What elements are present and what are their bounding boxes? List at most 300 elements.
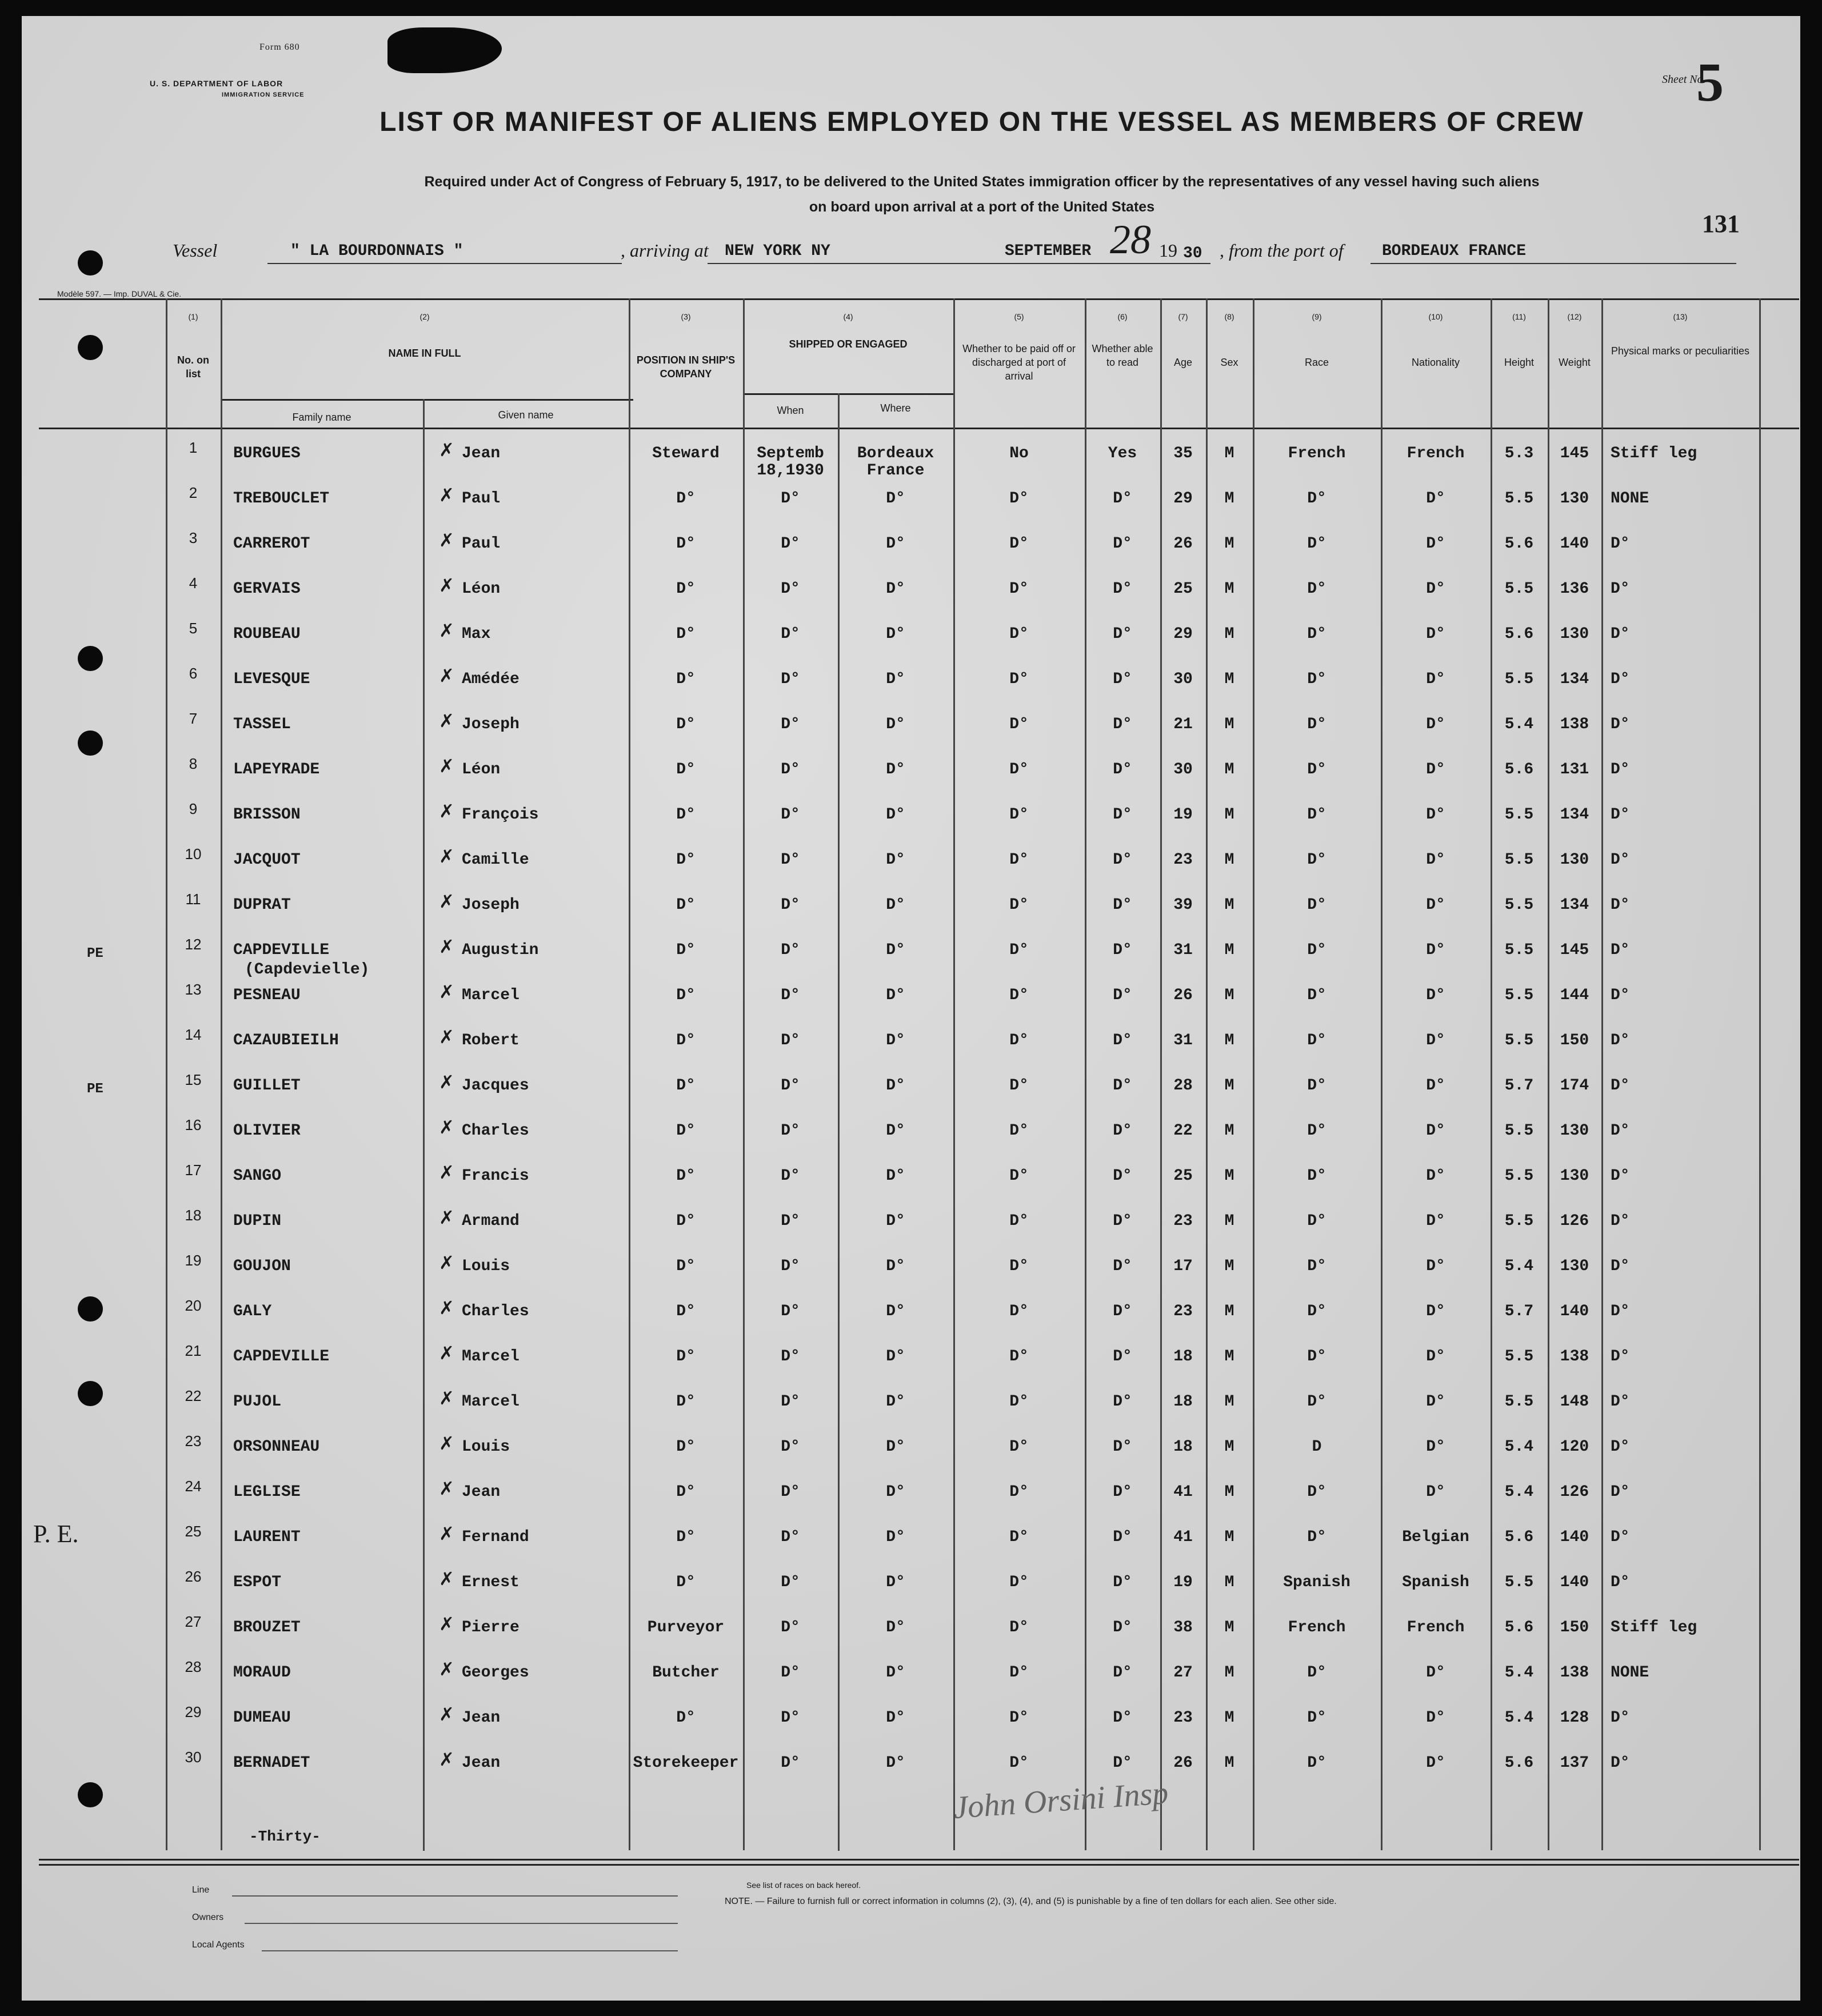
sex: M (1224, 580, 1234, 598)
nationality: D° (1426, 1122, 1445, 1140)
paid-off: D° (1009, 1574, 1029, 1591)
race: D° (1307, 761, 1326, 779)
shipped-where: D° (886, 1122, 905, 1140)
able-to-read: D° (1113, 1574, 1132, 1591)
weight: 140 (1560, 1303, 1589, 1320)
nationality: D° (1426, 1709, 1445, 1727)
check-mark-icon: ✗ (439, 1568, 454, 1590)
shipped-when-line2: 18,1930 (757, 462, 824, 480)
race: D° (1307, 1393, 1326, 1411)
physical-marks: D° (1611, 1754, 1630, 1772)
race: D° (1307, 670, 1326, 688)
sex: M (1224, 670, 1234, 688)
shipped-where-line2: France (866, 462, 925, 480)
row-number: 21 (185, 1342, 202, 1359)
race: D° (1307, 535, 1326, 553)
family-name: CAPDEVILLE (233, 941, 330, 959)
sex: M (1224, 1348, 1234, 1366)
given-name: Jean (462, 1709, 501, 1727)
shipped-when: D° (781, 1574, 800, 1591)
sheet-label: Sheet No. (1662, 73, 1706, 86)
date-underline (993, 263, 1210, 264)
row-number: 28 (185, 1658, 202, 1675)
sex: M (1224, 987, 1234, 1004)
sex: M (1224, 1212, 1234, 1230)
able-to-read: D° (1113, 851, 1132, 869)
sex: M (1224, 851, 1234, 869)
sex: M (1224, 1574, 1234, 1591)
nationality: D° (1426, 987, 1445, 1004)
arriving-label: , arriving at (621, 240, 709, 261)
check-mark-icon: ✗ (439, 1342, 454, 1364)
able-to-read: D° (1113, 1709, 1132, 1727)
family-name: ESPOT (233, 1574, 282, 1591)
nationality: D° (1426, 1032, 1445, 1049)
height: 5.6 (1504, 1754, 1534, 1772)
col4-header: SHIPPED OR ENGAGED (789, 338, 908, 350)
where-header: Where (880, 402, 911, 414)
check-mark-icon: ✗ (439, 1116, 454, 1138)
row-number: 6 (189, 665, 198, 682)
given-name: Joseph (462, 716, 520, 733)
col-rule (743, 298, 745, 1850)
race: D° (1307, 1754, 1326, 1772)
height: 5.4 (1504, 1483, 1534, 1501)
nationality: D° (1426, 1212, 1445, 1230)
height: 5.5 (1504, 941, 1534, 959)
margin-annotation: P. E. (33, 1520, 79, 1548)
physical-marks: NONE (1611, 1664, 1649, 1682)
able-to-read: Yes (1108, 445, 1137, 462)
row-number: 15 (185, 1071, 202, 1088)
weight: 126 (1560, 1212, 1589, 1230)
row-number: 3 (189, 529, 198, 546)
shipped-where: D° (886, 1664, 905, 1682)
race: D° (1307, 1032, 1326, 1049)
col-rule (1253, 298, 1254, 1850)
position: D° (676, 1348, 696, 1366)
age: 29 (1173, 625, 1193, 643)
age: 23 (1173, 851, 1193, 869)
physical-marks: D° (1611, 941, 1630, 959)
height: 5.5 (1504, 1167, 1534, 1185)
age: 26 (1173, 987, 1193, 1004)
model-label: Modèle 597. — Imp. DUVAL & Cie. (57, 289, 182, 298)
shipped-when: D° (781, 1212, 800, 1230)
weight: 138 (1560, 716, 1589, 733)
shipped-where: D° (886, 941, 905, 959)
from-label: , from the port of (1220, 240, 1344, 261)
row-number: 26 (185, 1568, 202, 1585)
nationality: D° (1426, 716, 1445, 733)
given-name: Robert (462, 1032, 520, 1049)
department-label: U. S. DEPARTMENT OF LABOR (150, 79, 283, 88)
sex: M (1224, 761, 1234, 779)
family-name: PUJOL (233, 1393, 282, 1411)
shipped-where: D° (886, 625, 905, 643)
height: 5.6 (1504, 1619, 1534, 1636)
height: 5.7 (1504, 1303, 1534, 1320)
race: D° (1307, 1528, 1326, 1546)
races-note: See list of races on back hereof. (746, 1881, 861, 1890)
age: 18 (1173, 1393, 1193, 1411)
physical-marks: Stiff leg (1611, 445, 1697, 462)
row-number: 7 (189, 710, 198, 727)
given-name: Charles (462, 1122, 529, 1140)
position: D° (676, 806, 696, 824)
paid-off: D° (1009, 490, 1029, 508)
row-number: 19 (185, 1252, 202, 1269)
shipped-where: Bordeaux (857, 445, 934, 462)
race: D° (1307, 1122, 1326, 1140)
check-mark-icon: ✗ (439, 1703, 454, 1725)
paid-off: D° (1009, 1167, 1029, 1185)
check-mark-icon: ✗ (439, 1161, 454, 1183)
shipped-when: D° (781, 1709, 800, 1727)
paid-off: D° (1009, 941, 1029, 959)
given-name: Armand (462, 1212, 520, 1230)
col7-num: (7) (1178, 312, 1188, 321)
height: 5.4 (1504, 716, 1534, 733)
able-to-read: D° (1113, 896, 1132, 914)
col6-header: Whether able to read (1092, 343, 1153, 368)
required-line-1: Required under Act of Congress of February 5, 1917, to be delivered to the United States immigration officer by the representatives of any vessel having such aliens (424, 174, 1540, 190)
able-to-read: D° (1113, 1167, 1132, 1185)
paid-off: D° (1009, 1393, 1029, 1411)
able-to-read: D° (1113, 761, 1132, 779)
height: 5.5 (1504, 1348, 1534, 1366)
arrival-month: SEPTEMBER (1005, 242, 1092, 260)
weight: 134 (1560, 896, 1589, 914)
shipped-where: D° (886, 1438, 905, 1456)
shipped-when: D° (781, 851, 800, 869)
check-mark-icon: ✗ (439, 1432, 454, 1454)
nationality: Belgian (1402, 1528, 1469, 1546)
col-rule (1548, 298, 1549, 1850)
position: D° (676, 1709, 696, 1727)
row-number: 16 (185, 1116, 202, 1133)
row-number: 11 (185, 891, 201, 908)
shipped-where: D° (886, 1257, 905, 1275)
physical-marks: D° (1611, 1438, 1630, 1456)
height: 5.5 (1504, 1393, 1534, 1411)
weight: 136 (1560, 580, 1589, 598)
family-name-alt: (Capdevielle) (245, 961, 370, 979)
race: D° (1307, 851, 1326, 869)
race: D° (1307, 896, 1326, 914)
col-rule (1085, 298, 1086, 1850)
physical-marks: D° (1611, 625, 1630, 643)
nationality: D° (1426, 1393, 1445, 1411)
col9-num: (9) (1312, 312, 1322, 321)
height: 5.5 (1504, 490, 1534, 508)
paid-off: D° (1009, 625, 1029, 643)
position: D° (676, 580, 696, 598)
row-number: 5 (189, 620, 198, 637)
position: D° (676, 1574, 696, 1591)
able-to-read: D° (1113, 987, 1132, 1004)
col-rule (629, 298, 630, 1850)
nationality: D° (1426, 1257, 1445, 1275)
from-port: BORDEAUX FRANCE (1382, 242, 1527, 260)
weight: 140 (1560, 1574, 1589, 1591)
check-mark-icon: ✗ (439, 1478, 454, 1499)
nationality: D° (1426, 1303, 1445, 1320)
family-name: BURGUES (233, 445, 301, 462)
given-name: Marcel (462, 1348, 520, 1366)
shipped-where: D° (886, 1483, 905, 1501)
shipped-where: D° (886, 806, 905, 824)
paid-off: D° (1009, 716, 1029, 733)
height: 5.4 (1504, 1257, 1534, 1275)
col-rule (1206, 298, 1208, 1850)
height: 5.5 (1504, 1212, 1534, 1230)
shipped-where: D° (886, 1077, 905, 1095)
family-name: LAURENT (233, 1528, 301, 1546)
height: 5.5 (1504, 670, 1534, 688)
height: 5.5 (1504, 896, 1534, 914)
age: 23 (1173, 1709, 1193, 1727)
row-number: 13 (185, 981, 202, 998)
row-number: 4 (189, 574, 198, 592)
sheet-number: 5 (1696, 51, 1724, 113)
sex: M (1224, 1303, 1234, 1320)
shipped-when: D° (781, 1167, 800, 1185)
col1-header: No. on list (177, 354, 209, 380)
col8-num: (8) (1224, 312, 1234, 321)
row-number: 9 (189, 800, 198, 817)
family-name: SANGO (233, 1167, 282, 1185)
physical-marks: D° (1611, 1393, 1630, 1411)
given-name: Fernand (462, 1528, 529, 1546)
row-number: 12 (185, 936, 202, 953)
sex: M (1224, 445, 1234, 462)
col11-num: (11) (1512, 312, 1526, 321)
paid-off: D° (1009, 1257, 1029, 1275)
sex: M (1224, 1167, 1234, 1185)
shipped-where: D° (886, 896, 905, 914)
document-title: LIST OR MANIFEST OF ALIENS EMPLOYED ON THE VESSEL AS MEMBERS OF CREW (379, 107, 1584, 137)
position: D° (676, 1167, 696, 1185)
family-name: LAPEYRADE (233, 761, 320, 779)
family-name: LEVESQUE (233, 670, 310, 688)
crew-table (33, 298, 1799, 1853)
sex: M (1224, 896, 1234, 914)
col1-num: (1) (188, 312, 198, 321)
position: D° (676, 1438, 696, 1456)
manifest-sheet (22, 16, 1800, 2001)
paid-off: D° (1009, 1709, 1029, 1727)
given-name: Francis (462, 1167, 529, 1185)
age: 41 (1173, 1528, 1193, 1546)
check-mark-icon: ✗ (439, 574, 454, 596)
weight: 150 (1560, 1032, 1589, 1049)
physical-marks: D° (1611, 1303, 1630, 1320)
shipped-where: D° (886, 1709, 905, 1727)
shipped-when: D° (781, 941, 800, 959)
check-mark-icon: ✗ (439, 529, 454, 551)
check-mark-icon: ✗ (439, 1207, 454, 1228)
weight: 126 (1560, 1483, 1589, 1501)
col7-header: Age (1173, 357, 1193, 368)
age: 22 (1173, 1122, 1193, 1140)
given-name: Georges (462, 1664, 529, 1682)
family-name-header: Family name (292, 412, 351, 423)
weight: 130 (1560, 1122, 1589, 1140)
col2-header: NAME IN FULL (388, 348, 461, 359)
given-name: Léon (462, 761, 501, 779)
physical-marks: D° (1611, 1483, 1630, 1501)
position: D° (676, 1077, 696, 1095)
margin-annotation: PE (87, 1081, 103, 1097)
paid-off: D° (1009, 1032, 1029, 1049)
sex: M (1224, 1257, 1234, 1275)
able-to-read: D° (1113, 1438, 1132, 1456)
paid-off: D° (1009, 1754, 1029, 1772)
nationality: D° (1426, 625, 1445, 643)
shipped-where: D° (886, 1619, 905, 1636)
table-top-rule (39, 298, 1799, 300)
physical-marks: D° (1611, 1348, 1630, 1366)
age: 29 (1173, 490, 1193, 508)
physical-marks: D° (1611, 535, 1630, 553)
family-name: DUPIN (233, 1212, 282, 1230)
col-rule (221, 298, 222, 1850)
family-name: DUMEAU (233, 1709, 291, 1727)
weight: 130 (1560, 490, 1589, 508)
sex: M (1224, 1664, 1234, 1682)
shipped-when: D° (781, 896, 800, 914)
race: French (1288, 445, 1346, 462)
margin-annotation: PE (87, 946, 103, 961)
height: 5.5 (1504, 806, 1534, 824)
vessel-name: " LA BOURDONNAIS " (290, 242, 464, 260)
given-name: Pierre (462, 1619, 520, 1636)
weight: 140 (1560, 535, 1589, 553)
sex: M (1224, 490, 1234, 508)
physical-marks: D° (1611, 851, 1630, 869)
race: D° (1307, 716, 1326, 733)
check-mark-icon: ✗ (439, 936, 454, 957)
paid-off: D° (1009, 670, 1029, 688)
sex: M (1224, 1032, 1234, 1049)
physical-marks: D° (1611, 1167, 1630, 1185)
given-name: Jacques (462, 1077, 529, 1095)
weight: 128 (1560, 1709, 1589, 1727)
family-name: GUILLET (233, 1077, 301, 1095)
race: D° (1307, 1483, 1326, 1501)
check-mark-icon: ✗ (439, 439, 454, 461)
able-to-read: D° (1113, 1212, 1132, 1230)
nationality: D° (1426, 1664, 1445, 1682)
position: D° (676, 490, 696, 508)
race: D° (1307, 1348, 1326, 1366)
family-name: GOUJON (233, 1257, 291, 1275)
row-number: 30 (185, 1748, 202, 1766)
shipped-where: D° (886, 987, 905, 1004)
able-to-read: D° (1113, 716, 1132, 733)
position: D° (676, 1212, 696, 1230)
age: 31 (1173, 941, 1193, 959)
row-number: 2 (189, 484, 198, 501)
paid-off: D° (1009, 1303, 1029, 1320)
physical-marks: D° (1611, 580, 1630, 598)
height: 5.6 (1504, 761, 1534, 779)
family-name: BERNADET (233, 1754, 310, 1772)
weight: 145 (1560, 445, 1589, 462)
shipped-where: D° (886, 1528, 905, 1546)
race: D° (1307, 1257, 1326, 1275)
check-mark-icon: ✗ (439, 1252, 454, 1274)
age: 19 (1173, 806, 1193, 824)
col-rule (1381, 298, 1383, 1850)
sex: M (1224, 1438, 1234, 1456)
torn-edge (387, 27, 502, 73)
line-underline (232, 1895, 678, 1897)
form-label: Form 680 (259, 42, 300, 52)
col3-header: POSITION IN SHIP'S COMPANY (636, 354, 736, 380)
family-name: ROUBEAU (233, 625, 301, 643)
shipped-when: Septemb (757, 445, 824, 462)
position: Storekeeper (633, 1754, 739, 1772)
height: 5.4 (1504, 1664, 1534, 1682)
able-to-read: D° (1113, 625, 1132, 643)
row-number: 25 (185, 1523, 202, 1540)
height: 5.6 (1504, 1528, 1534, 1546)
check-mark-icon: ✗ (439, 800, 454, 822)
family-name: LEGLISE (233, 1483, 301, 1501)
able-to-read: D° (1113, 1348, 1132, 1366)
family-name: GALY (233, 1303, 272, 1320)
age: 21 (1173, 716, 1193, 733)
race: D° (1307, 490, 1326, 508)
weight: 145 (1560, 941, 1589, 959)
col4-num: (4) (843, 312, 853, 321)
position: D° (676, 625, 696, 643)
sex: M (1224, 806, 1234, 824)
nationality: French (1407, 445, 1465, 462)
shipped-when: D° (781, 1122, 800, 1140)
physical-marks: Stiff leg (1611, 1619, 1697, 1636)
age: 38 (1173, 1619, 1193, 1636)
given-name: Camille (462, 851, 529, 869)
sex: M (1224, 1077, 1234, 1095)
arriving-underline (708, 263, 1016, 264)
col3-num: (3) (681, 312, 691, 321)
weight: 140 (1560, 1528, 1589, 1546)
col12-header: Weight (1559, 357, 1591, 368)
row-number: 24 (185, 1478, 202, 1495)
height: 5.3 (1504, 445, 1534, 462)
shipped-where: D° (886, 1574, 905, 1591)
age: 23 (1173, 1212, 1193, 1230)
physical-marks: NONE (1611, 490, 1649, 508)
weight: 138 (1560, 1664, 1589, 1682)
check-mark-icon: ✗ (439, 1026, 454, 1048)
given-name: Paul (462, 535, 501, 553)
able-to-read: D° (1113, 1122, 1132, 1140)
shipped-when: D° (781, 1438, 800, 1456)
table-bottom-rule (39, 1859, 1799, 1866)
race: D° (1307, 1664, 1326, 1682)
given-name: Jean (462, 1754, 501, 1772)
age: 18 (1173, 1348, 1193, 1366)
given-name: Marcel (462, 1393, 520, 1411)
nationality: D° (1426, 806, 1445, 824)
age: 31 (1173, 1032, 1193, 1049)
position: D° (676, 1483, 696, 1501)
shipped-where: D° (886, 1348, 905, 1366)
